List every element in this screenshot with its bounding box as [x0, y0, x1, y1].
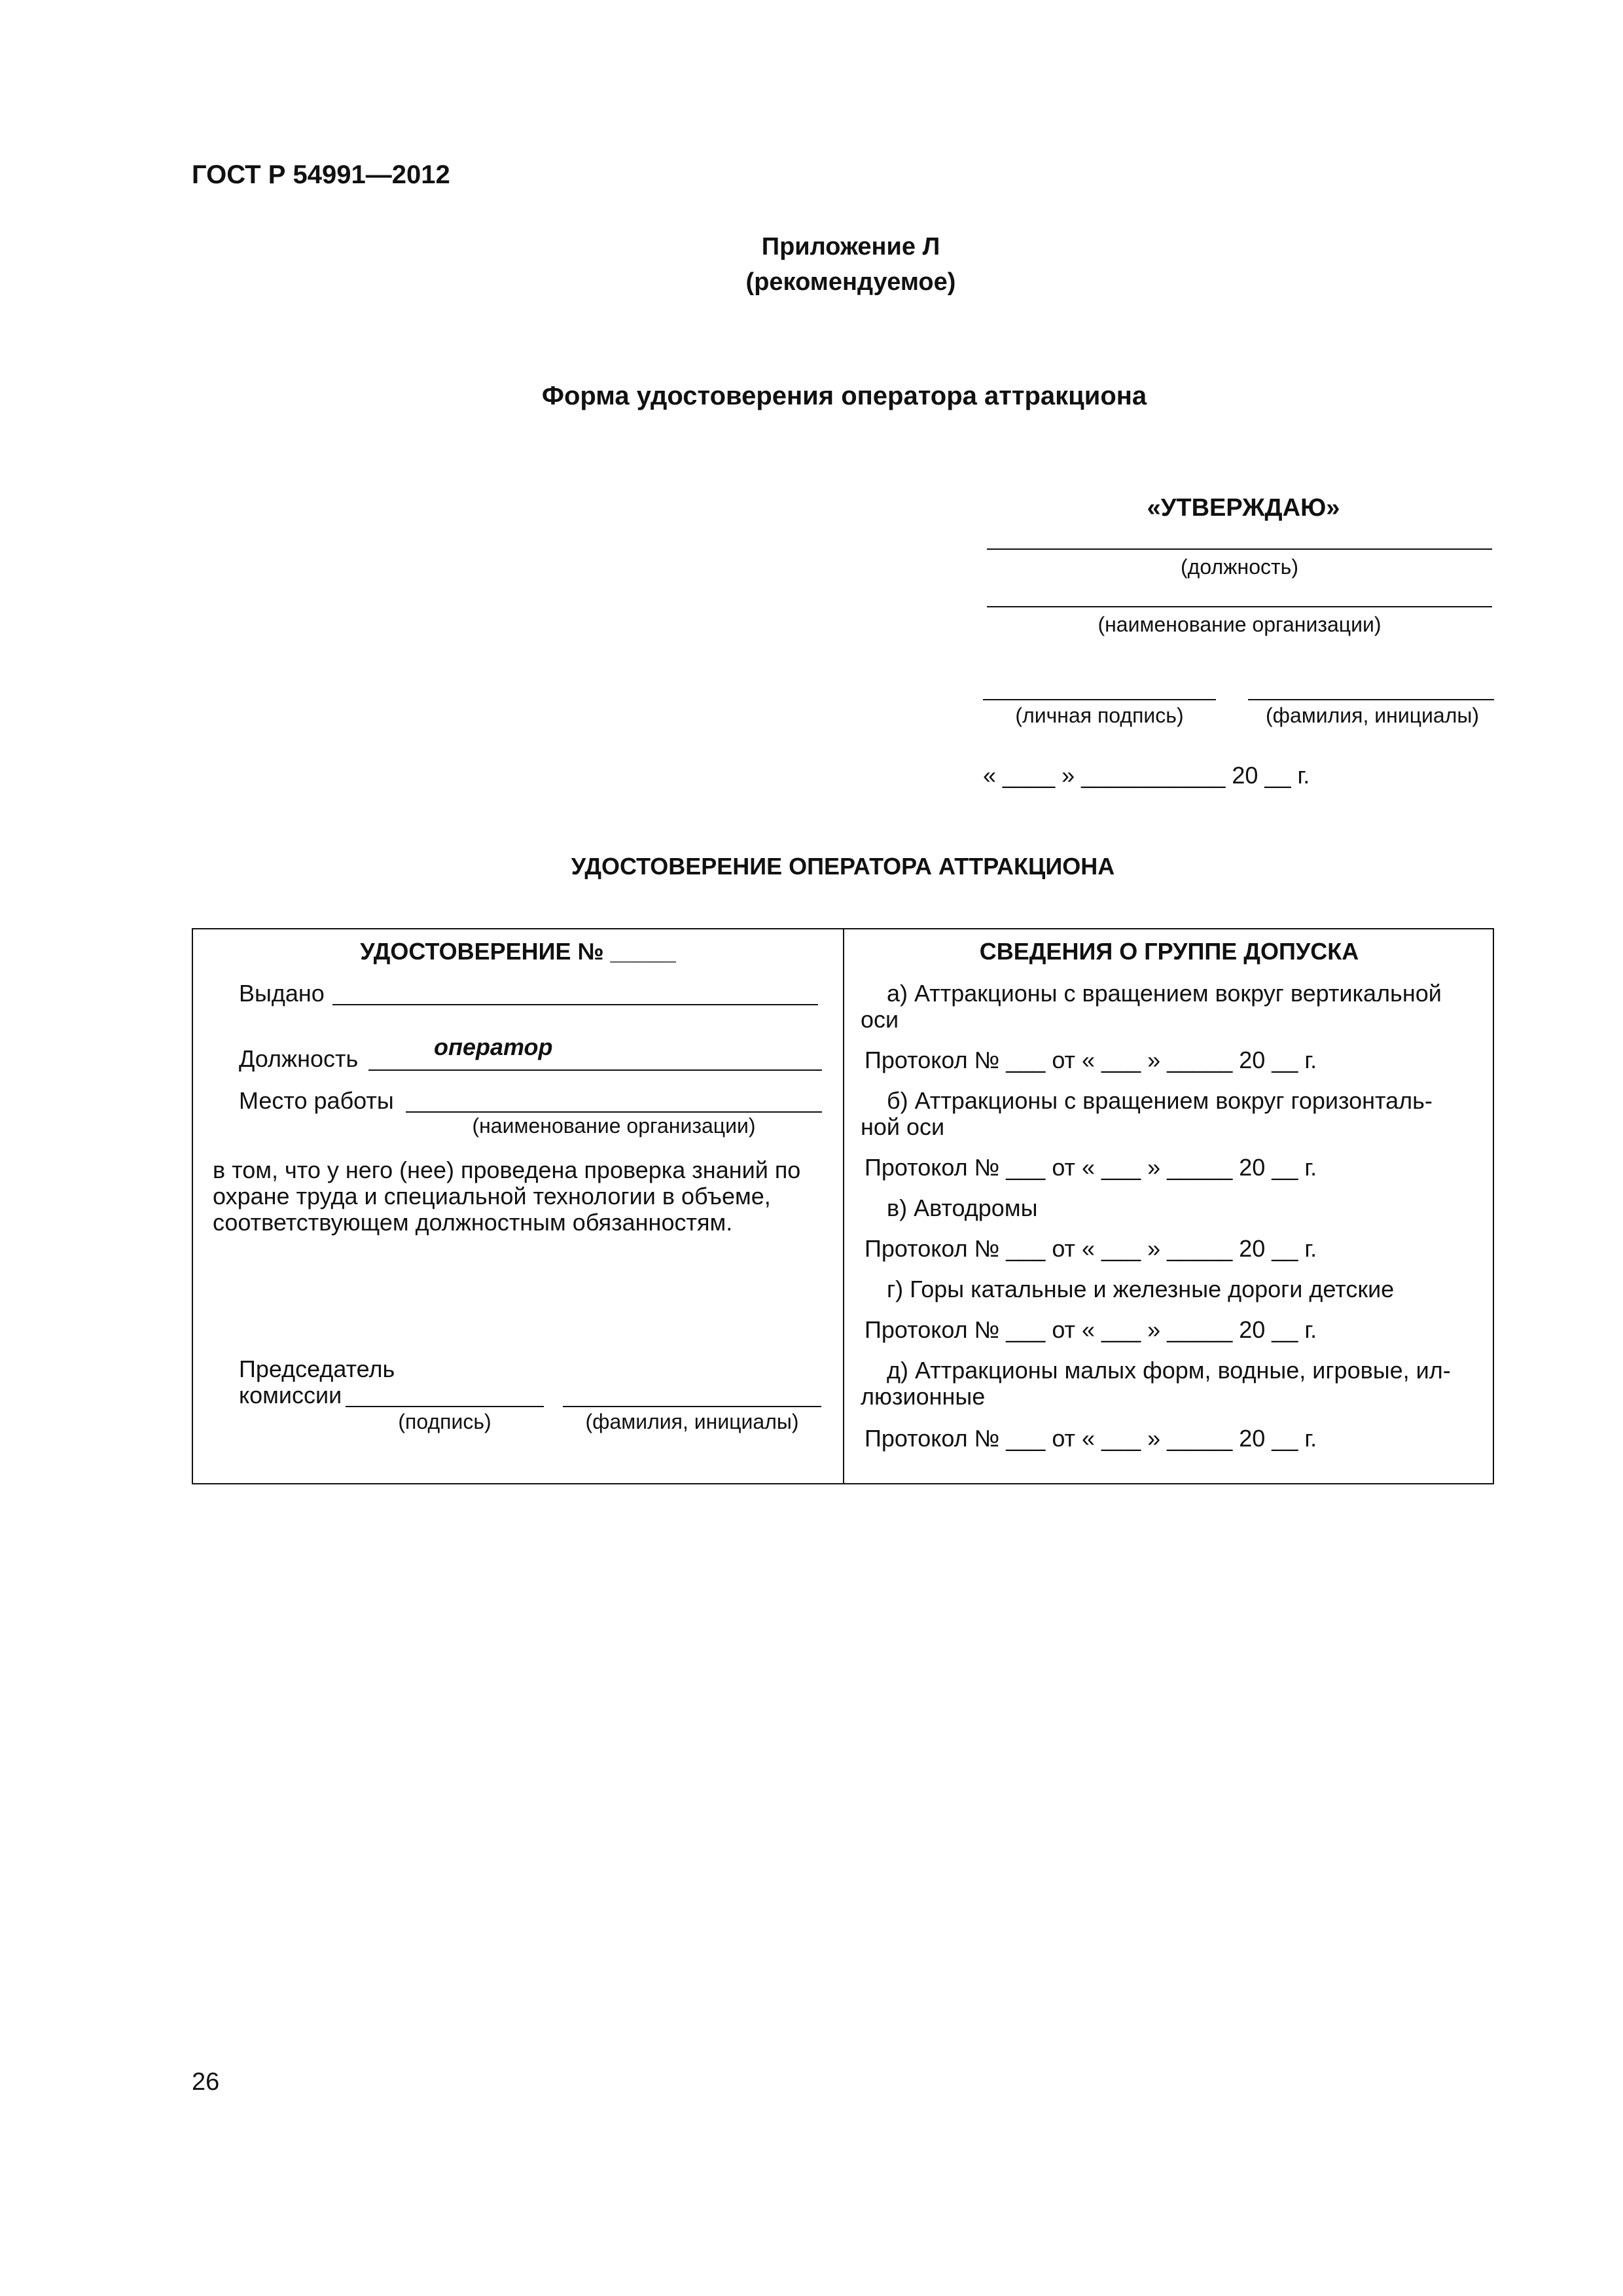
statement-line-2: охране труда и специальной технологии в объеме, — [213, 1183, 771, 1210]
group-a-line-1: а) Аттракционы с вращением вокруг вертикальной — [887, 980, 1442, 1007]
group-b-line-2: ной оси — [861, 1113, 945, 1140]
statement-line-3: соответствующем должностным обязанностям. — [213, 1209, 733, 1236]
certificate-number-header[interactable]: УДОСТОВЕРЕНИЕ № _____ — [360, 938, 676, 965]
position-value: оператор — [434, 1033, 553, 1060]
protocol-e[interactable]: Протокол № ___ от « ___ » _____ 20 __ г. — [865, 1425, 1317, 1452]
chairman-name-field[interactable] — [563, 1406, 821, 1407]
workplace-field[interactable] — [406, 1111, 822, 1113]
document-code: ГОСТ Р 54991—2012 — [192, 160, 450, 189]
workplace-label: Место работы — [239, 1087, 394, 1114]
group-e-line-2: люзионные — [861, 1383, 986, 1410]
group-b-line-1: б) Аттракционы с вращением вокруг горизонталь- — [887, 1087, 1433, 1114]
organization-caption: (наименование организации) — [1097, 613, 1382, 636]
issued-field[interactable] — [332, 1004, 818, 1005]
approval-date[interactable]: « ____ » ___________ 20 __ г. — [983, 762, 1310, 789]
admission-group-header: СВЕДЕНИЯ О ГРУППЕ ДОПУСКА — [979, 938, 1359, 965]
commission-label: комиссии — [239, 1382, 342, 1408]
name-line[interactable] — [1248, 699, 1494, 700]
group-a-line-2: оси — [861, 1006, 899, 1033]
approval-title: «УТВЕРЖДАЮ» — [1147, 494, 1340, 522]
protocol-d[interactable]: Протокол № ___ от « ___ » _____ 20 __ г. — [865, 1316, 1317, 1343]
protocol-b[interactable]: Протокол № ___ от « ___ » _____ 20 __ г. — [865, 1154, 1317, 1181]
position-label: Должность — [239, 1045, 359, 1072]
appendix-note: (рекомендуемое) — [745, 268, 956, 296]
chairman-signature-field[interactable] — [346, 1406, 544, 1407]
position-caption: (должность) — [1181, 555, 1298, 579]
workplace-caption: (наименование организации) — [472, 1114, 756, 1138]
group-e-line-1: д) Аттракционы малых форм, водные, игровые, ил- — [887, 1357, 1451, 1384]
form-title: Форма удостоверения оператора аттракциона — [541, 382, 1147, 410]
group-c-line-1: в) Автодромы — [887, 1194, 1038, 1221]
signature-caption: (личная подпись) — [1015, 704, 1184, 727]
position-field[interactable] — [368, 1069, 822, 1071]
chairman-name-caption: (фамилия, инициалы) — [585, 1410, 799, 1433]
organization-line[interactable] — [987, 606, 1492, 607]
appendix-title: Приложение Л — [761, 233, 940, 260]
chairman-label: Председатель — [239, 1355, 395, 1382]
certificate-table — [192, 928, 1494, 1484]
certificate-title: УДОСТОВЕРЕНИЕ ОПЕРАТОРА АТТРАКЦИОНА — [571, 853, 1115, 880]
issued-label: Выдано — [239, 980, 325, 1007]
column-divider — [843, 929, 844, 1483]
group-d-line-1: г) Горы катальные и железные дороги детские — [887, 1276, 1395, 1302]
signature-line[interactable] — [983, 699, 1216, 700]
page-number: 26 — [192, 2068, 220, 2096]
chairman-signature-caption: (подпись) — [398, 1410, 491, 1433]
position-line[interactable] — [987, 548, 1492, 550]
appendix-heading — [589, 229, 1113, 300]
statement-line-1: в том, что у него (нее) проведена проверка знаний по — [213, 1157, 801, 1183]
protocol-a[interactable]: Протокол № ___ от « ___ » _____ 20 __ г. — [865, 1047, 1317, 1073]
name-caption: (фамилия, инициалы) — [1265, 704, 1480, 727]
protocol-c[interactable]: Протокол № ___ от « ___ » _____ 20 __ г. — [865, 1235, 1317, 1262]
